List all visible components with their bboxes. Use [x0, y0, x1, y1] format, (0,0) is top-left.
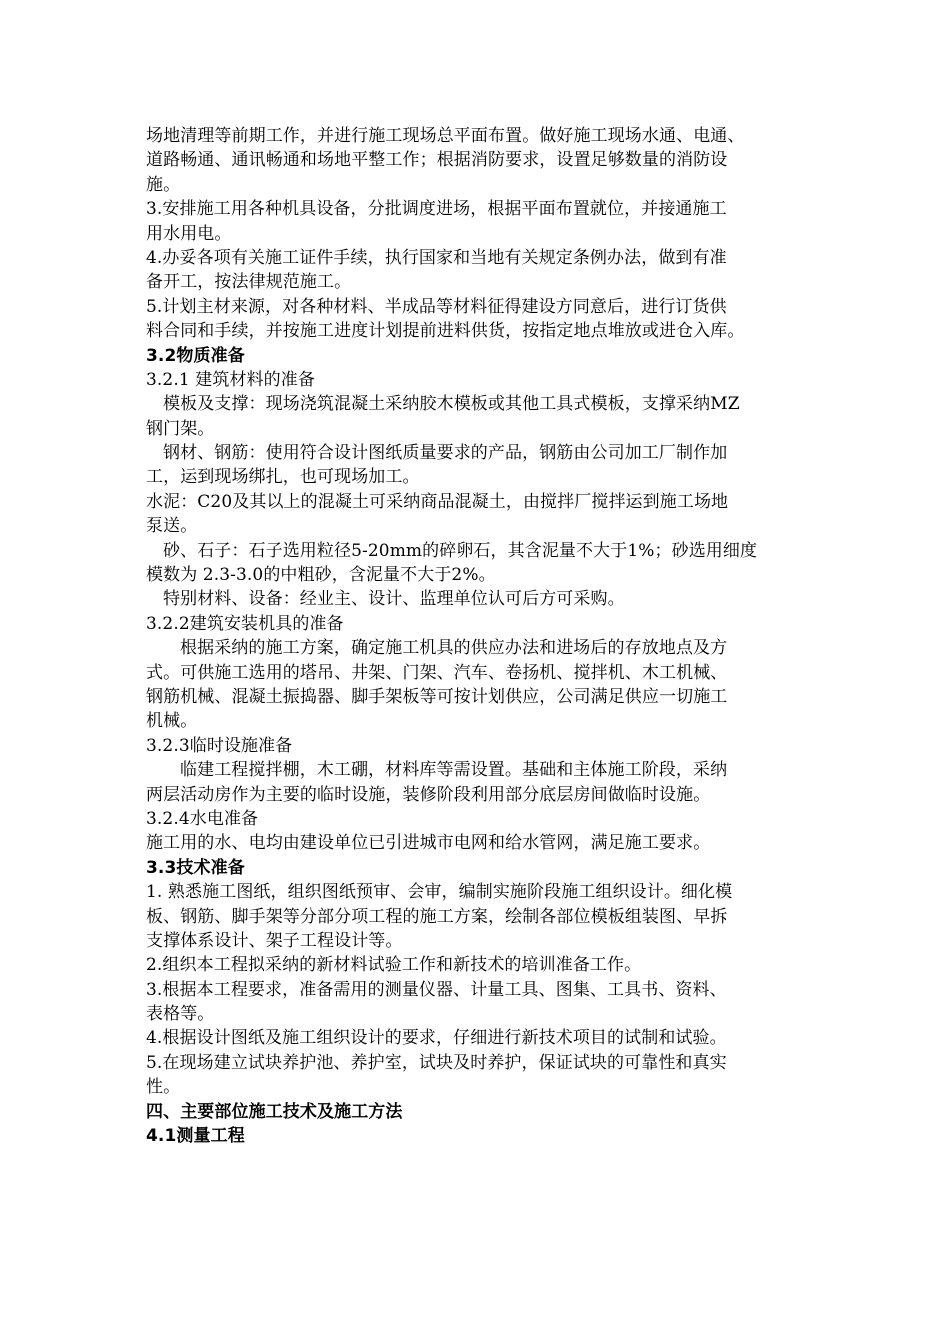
section-heading: 四、主要部位施工技术及施工方法 — [146, 1101, 403, 1122]
text-line: 模板及支撑：现场浇筑混凝土采纳胶木模板或其他工具式模板，支撑采纳MZ — [163, 394, 740, 415]
text-line: 根据采纳的施工方案，确定施工机具的供应办法和进场后的存放地点及方 — [180, 638, 728, 659]
text-line: 3.2.2建筑安装机具的准备 — [146, 613, 344, 634]
text-line: 3.2.4水电准备 — [146, 808, 259, 829]
text-line: 5.计划主材来源，对各种材料、半成品等材料征得建设方同意后，进行订货供 — [146, 296, 727, 317]
text-line: 场地清理等前期工作，并进行施工现场总平面布置。做好施工现场水通、电通、 — [146, 126, 745, 146]
text-line: 1. 熟悉施工图纸，组织图纸预审、会审，编制实施阶段施工组织设计。细化模 — [146, 882, 733, 903]
text-line: 3.2.1 建筑材料的准备 — [146, 369, 315, 390]
text-line: 施。 — [146, 174, 181, 195]
text-line: 施工用的水、电均由建设单位已引进城市电网和给水管网，满足施工要求。 — [146, 833, 711, 854]
text-line: 钢门架。 — [146, 418, 215, 439]
text-line: 临建工程搅拌棚，木工硼，材料库等需设置。基础和主体施工阶段，采纳 — [180, 760, 728, 781]
text-line: 机械。 — [146, 711, 198, 732]
text-line: 式。可供施工选用的塔吊、井架、门架、汽车、卷扬机、搅拌机、木工机械、 — [146, 662, 728, 683]
text-line: 备开工，按法律规范施工。 — [146, 272, 352, 293]
text-line: 水泥：C20及其以上的混凝土可采纳商品混凝土，由搅拌厂搅拌运到施工场地 — [146, 491, 729, 512]
text-line: 泵送。 — [146, 516, 198, 537]
text-line: 4.根据设计图纸及施工组织设计的要求，仔细进行新技术项目的试制和试验。 — [146, 1028, 727, 1049]
section-heading: 3.3技术准备 — [146, 857, 245, 878]
text-line: 板、钢筋、脚手架等分部分项工程的施工方案，绘制各部位模板组装图、早拆 — [146, 906, 728, 927]
text-line: 3.根据本工程要求，准备需用的测量仪器、计量工具、图集、工具书、资料、 — [146, 979, 727, 1000]
text-line: 特别材料、设备：经业主、设计、监理单位认可后方可采购。 — [163, 589, 625, 610]
text-line: 道路畅通、通讯畅通和场地平整工作；根据消防要求，设置足够数量的消防设 — [146, 150, 728, 171]
text-line: 4.办妥各项有关施工证件手续，执行国家和当地有关规定条例办法，做到有准 — [146, 247, 727, 268]
text-line: 5.在现场建立试块养护池、养护室，试块及时养护，保证试块的可靠性和真实 — [146, 1052, 727, 1073]
text-line: 支撑体系设计、架子工程设计等。 — [146, 930, 403, 951]
section-heading: 4.1测量工程 — [146, 1126, 245, 1147]
text-line: 砂、石子：石子选用粒径5-20mm的碎卵石，其含泥量不大于1%；砂选用细度 — [163, 540, 758, 561]
text-line: 用水用电。 — [146, 223, 232, 244]
document-body — [146, 124, 818, 1148]
text-line: 两层活动房作为主要的临时设施，装修阶段利用部分底层房间做临时设施。 — [146, 784, 711, 805]
text-line: 性。 — [146, 1077, 181, 1098]
text-line: 工，运到现场绑扎，也可现场加工。 — [146, 467, 420, 488]
text-line: 2.组织本工程拟采纳的新材料试验工作和新技术的培训准备工作。 — [146, 955, 642, 976]
text-line: 3.2.3临时设施准备 — [146, 735, 293, 756]
text-line: 3.安排施工用各种机具设备，分批调度进场，根据平面布置就位，并接通施工 — [146, 199, 727, 220]
text-line: 钢筋机械、混凝土振捣器、脚手架板等可按计划供应，公司满足供应一切施工 — [146, 686, 728, 707]
text-line: 料合同和手续，并按施工进度计划提前进料供货，按指定地点堆放或进仓入库。 — [146, 321, 745, 342]
section-heading: 3.2物质准备 — [146, 345, 245, 366]
text-line: 模数为 2.3-3.0的中粗砂，含泥量不大于2%。 — [146, 565, 496, 586]
text-line: 钢材、钢筋：使用符合设计图纸质量要求的产品，钢筋由公司加工厂制作加 — [163, 443, 728, 464]
text-line: 表格等。 — [146, 1004, 215, 1025]
